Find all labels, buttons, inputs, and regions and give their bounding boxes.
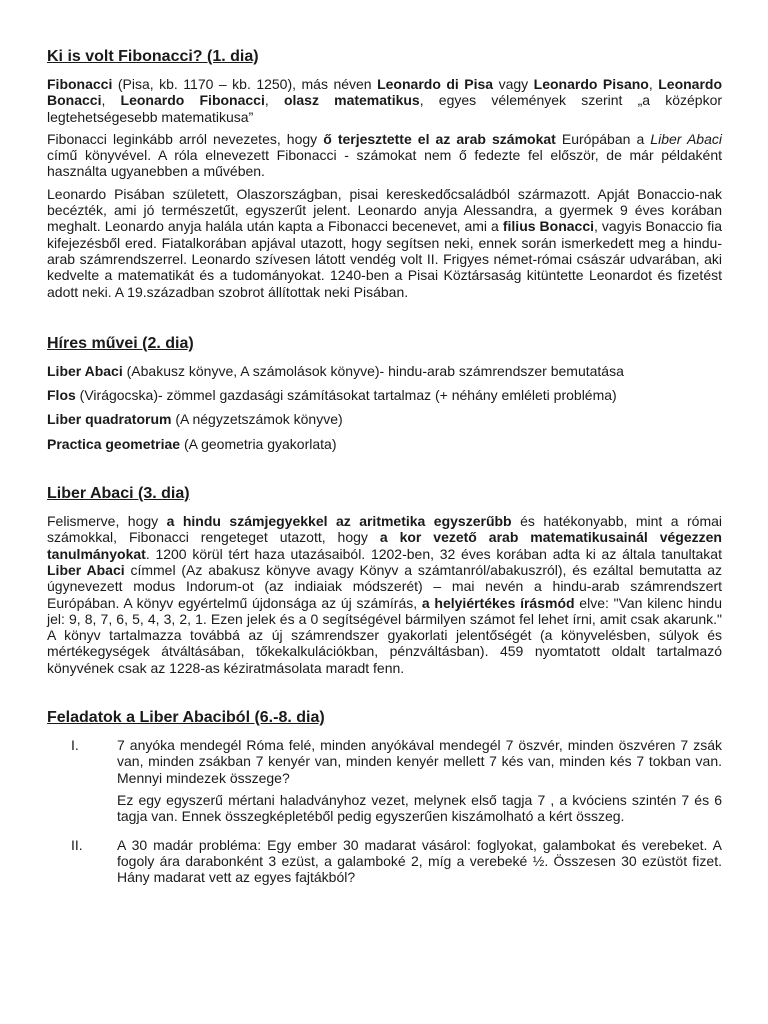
bold-text: Leonardo Pisano [533,76,649,92]
bold-text: a hindu számjegyekkel az aritmetika egyszerűbb [166,513,512,530]
work-name: Practica geometriae [47,435,181,452]
work-desc: (A négyzetszámok könyve) [171,411,343,428]
paragraph-arabic-numerals [47,131,722,180]
bold-text: Leonardo Fibonacci [120,92,265,109]
works-item [47,411,722,427]
bold-text: Liber Abaci [47,561,125,578]
bold-text: Leonardo di Pisa [377,76,494,92]
problem-text: A 30 madár probléma: Egy ember 30 madarat vásárol: foglyokat, galambokat és verebeket. A fogoly ára darabonként 3 ezüst, a galamboké 2, míg a verebeké ½. Összesen 30 ezüstöt fizet. Hány madarat vett az egyes fajtákból? [117,836,722,886]
text-run: , [264,92,284,109]
section-title-fibonacci: Ki is volt Fibonacci? (1. dia) [47,48,259,65]
section-title-problems: Feladatok a Liber Abaciból (6.-8. dia) [47,709,325,727]
text-run: Fibonacci leginkább arról nevezetes, hogy [47,130,324,147]
paragraph-liber-abaci [47,513,722,676]
text-run: Felismerve, hogy [47,513,167,530]
work-name: Liber Abaci [47,362,123,379]
list-item [47,837,722,892]
list-item-body [117,737,722,830]
text-run: Leonardo Pisában született, Olaszországban, pisai kereskedőcsaládból származott. Apját Bonaccio-nak becézték, ami jó természetűt, egyszerűt jelent. Leonardo anyja Alessandra, a gyermek 9 éves korában meghalt. Leonardo anyja halála után kapta a Fibonacci becenevet, ami a [47,185,722,235]
section-title-liber-abaci: Liber Abaci (3. dia) [47,485,190,503]
work-desc: (A geometria gyakorlata) [180,435,337,452]
list-number: II. [71,836,83,853]
list-number: I. [71,737,79,754]
text-run: című könyvével. A róla elnevezett Fibonacci - számokat nem ő fedezte fel először, de már példaként használta ugyanebben a művében. [47,147,722,180]
list-item-body [117,837,722,892]
text-run: és hatékonyabb, mint a római számokkal, Fibonacci rengeteget utazott, hogy [47,513,722,546]
work-desc: (Abakusz könyve, A számolások könyve)- hindu-arab számrendszer bemutatása [122,362,624,379]
section-title-works: Híres művei (2. dia) [47,334,194,352]
bold-text: ő terjesztette el az arab számokat [323,130,556,147]
work-name: Flos [47,387,76,404]
works-item [47,436,722,452]
paragraph-biography [47,186,722,300]
text-run: (Pisa, kb. 1170 – kb. 1250), más néven [112,76,378,92]
text-run: elve: "Van kilenc hindu jel: 9, 8, 7, 6, 5, 4, 3, 2, 1. Ezen jelek és a 0 segítségével bármilyen számot fel lehet írni, amit csak akarunk." A könyv tartalmazza továbbá az új számrendszer gyakorlati jelentőségét (a könyvelésben, súlyok és mértékegységek átváltásában, tőkekalkulációkban, pénzváltásban). 459 nyomtatott oldalt tartalmazó könyvének csak az 1228-as kéziratmásolata maradt fenn. [47,594,722,676]
text-run: , vagyis Bonaccio fia kifejezésből ered. Fiatalkorában apjával utazott, hogy segítsen neki, ennek során ismerkedett meg a hindu-arab számrendszerrel. Leonardo szívesen látott vendég volt II. Frigyes német-római császár udvarában, aki kedvelte a matematikát és a tudományokat. 1240-ben a Pisai Köztársaság kitüntette Leonardot és fizetést adott neki. A 19.században szobrot állítottak neki Pisában. [47,218,722,300]
works-item [47,387,722,403]
bold-text: olasz matematikus [283,92,420,109]
works-item [47,363,722,379]
text-run: , [101,92,121,109]
text-run: vagy [493,76,534,92]
list-item [47,737,722,830]
italic-text: Liber Abaci [650,130,722,147]
bold-text: a kor vezető arab matematikusainál végezzen tanulmányokat [47,529,722,562]
text-run: , egyes vélemények szerint „a középkor legtehetségesebb matematikusa” [47,92,723,125]
text-run: címmel (Az abakusz könyve avagy Könyv a számtanról/abakuszról), és ezáltal bemutatta az úgynevezett modus Indorum-ot (az indiaiak módszerét) – mai nevén a hindu-arab számrendszert Európában. A könyv egyértelmű újdonsága az új számírás, [47,561,722,611]
bold-text: a helyiértékes írásmód [421,594,575,611]
text-run: Európában a [555,130,651,147]
work-name: Liber quadratorum [47,411,172,428]
paragraph-intro [47,76,722,125]
problem-solution: Ez egy egyszerű mértani haladványhoz vezet, melynek első tagja 7 , a kvóciens szintén 7 és 6 tagja van. Ennek összegképletéből pedig egyszerűen kiszámolható a kért összeg. [117,791,722,825]
text-run: . 1200 körül tért haza utazásaiból. 1202-ben, 32 éves korában adta ki az általa tanultakat [145,545,722,562]
bold-text: Leonardo Bonacci [47,76,723,109]
bold-text: Fibonacci [47,76,113,92]
problem-text: 7 anyóka mendegél Róma felé, minden anyókával mendegél 7 öszvér, minden öszvéren 7 zsák van, minden zsákban 7 kenyér van, minden kenyér mellett 7 kés van, minden kés 7 tokban van. Mennyi mindezek összege? [117,737,722,786]
bold-text: filius Bonacci [502,218,595,235]
work-desc: (Virágocska)- zömmel gazdasági számításokat tartalmaz (+ néhány emléleti probléma) [75,387,617,404]
text-run: , [648,76,659,92]
